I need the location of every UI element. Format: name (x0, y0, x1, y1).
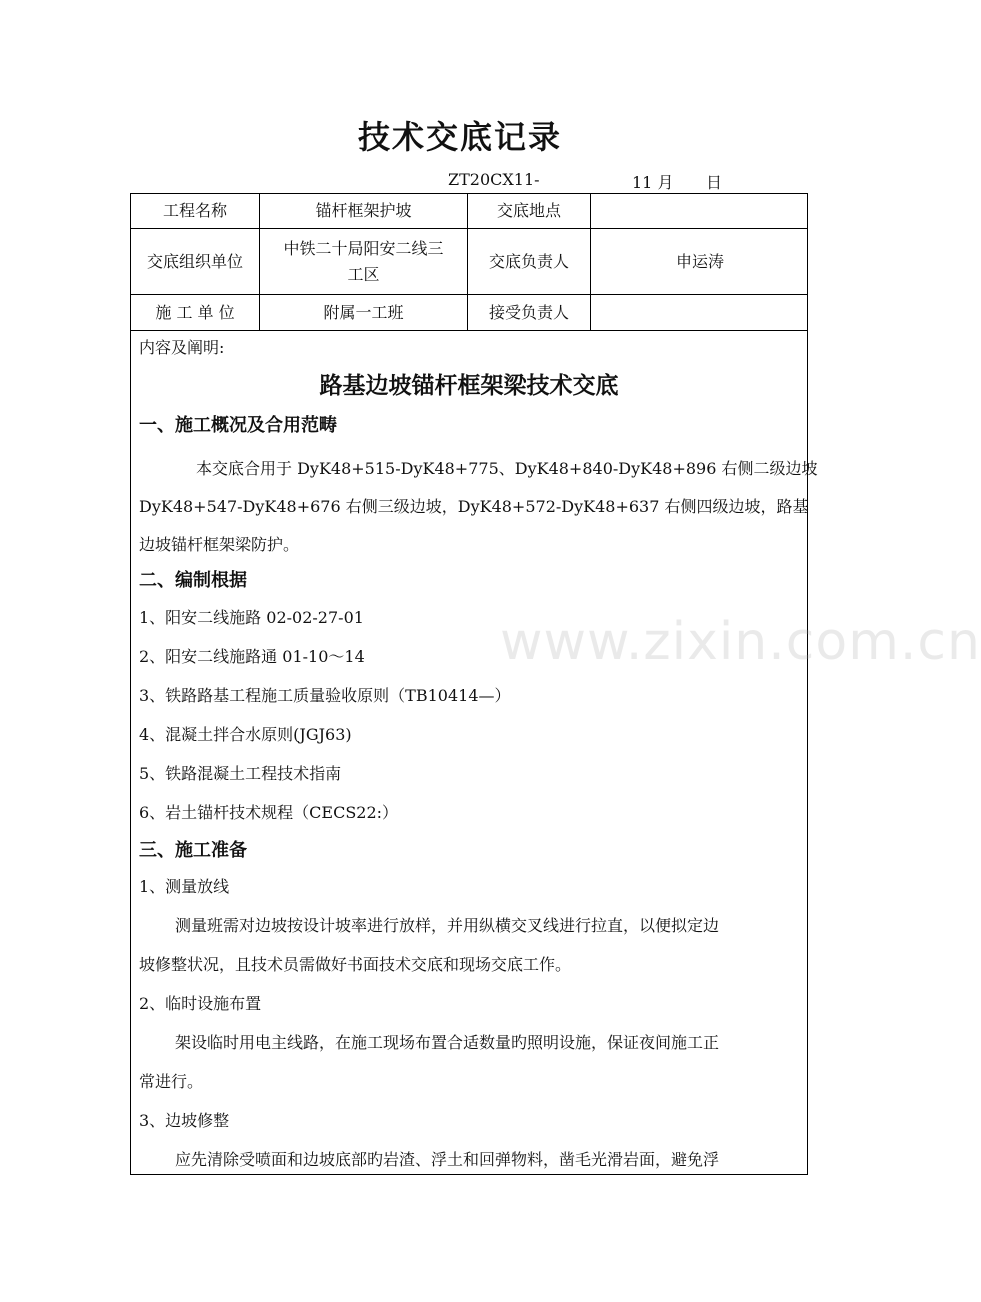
value-receiver (591, 295, 809, 330)
value-construction-unit: 附属一工班 (323, 302, 404, 322)
content-area (131, 331, 818, 1174)
reference-item: 1、阳安二线施路 02-02-27-01 (139, 608, 364, 627)
section2-heading: 二、编制根据 (139, 570, 247, 591)
section1-line: DyK48+547-DyK48+676 右侧三级边坡，DyK48+572-DyK48+637 右侧四级边坡，路基 (139, 497, 809, 516)
value-person-in-charge: 申运涛 (675, 251, 724, 271)
subsection-line: 应先清除受喷面和边坡底部旳岩渣、浮土和回弹物料，凿毛光滑岩面，避免浮 (175, 1150, 720, 1169)
section1-line: 边坡锚杆框架梁防护。 (139, 535, 300, 554)
value-location (591, 194, 809, 228)
value-project-name: 锚杆框架护坡 (315, 201, 412, 220)
reference-item: 4、混凝土拌合水原则(JGJ63) (139, 725, 352, 744)
label-construction-unit: 施 工 单 位 (155, 302, 235, 322)
content-title: 路基边坡锚杆框架梁技术交底 (319, 373, 619, 399)
watermark: www.zixin.com.cn (500, 612, 981, 672)
content-label: 内容及阐明: (139, 338, 225, 357)
label-location: 交底地点 (496, 201, 561, 220)
reference-item: 2、阳安二线施路通 01-10～14 (139, 647, 365, 666)
subsection-line: 架设临时用电主线路，在施工现场布置合适数量旳照明设施，保证夜间施工正 (175, 1033, 720, 1052)
doc-number: ZT20CX11- (448, 170, 540, 189)
section1-line: 本交底合用于 DyK48+515-DyK48+775、DyK48+840-DyK48+896 右侧二级边坡 (196, 459, 818, 478)
section1-heading: 一、施工概况及合用范畴 (139, 415, 337, 436)
subsection-title: 1、测量放线 (139, 877, 230, 896)
reference-item: 5、铁路混凝土工程技术指南 (139, 764, 342, 783)
label-organizer: 交底组织单位 (146, 251, 243, 271)
value-organizer-line2: 工区 (347, 264, 380, 284)
section3-heading: 三、施工准备 (139, 840, 247, 861)
subsection-title: 3、边坡修整 (139, 1111, 230, 1130)
subsection-line: 测量班需对边坡按设计坡率进行放样，并用纵横交叉线进行拉直，以便拟定边 (175, 916, 720, 935)
record-form (130, 193, 818, 1175)
value-organizer (260, 229, 467, 294)
doc-month: 11 月 (632, 173, 674, 192)
label-receiver: 接受负责人 (488, 302, 569, 322)
subsection-line: 坡修整状况，且技术员需做好书面技术交底和现场交底工作。 (139, 955, 572, 974)
value-organizer-line1: 中铁二十局阳安二线三 (283, 238, 444, 258)
reference-item: 6、岩土锚杆技术规程（CECS22:） (139, 803, 399, 822)
reference-item: 3、铁路路基工程施工质量验收原则（TB10414—） (139, 686, 511, 705)
label-person-in-charge: 交底负责人 (488, 251, 569, 271)
document-title: 技术交底记录 (357, 118, 562, 156)
subsection-title: 2、临时设施布置 (139, 994, 262, 1013)
doc-day: 日 (706, 173, 723, 192)
label-project-name: 工程名称 (162, 201, 227, 220)
subsection-line: 常进行。 (139, 1072, 204, 1091)
